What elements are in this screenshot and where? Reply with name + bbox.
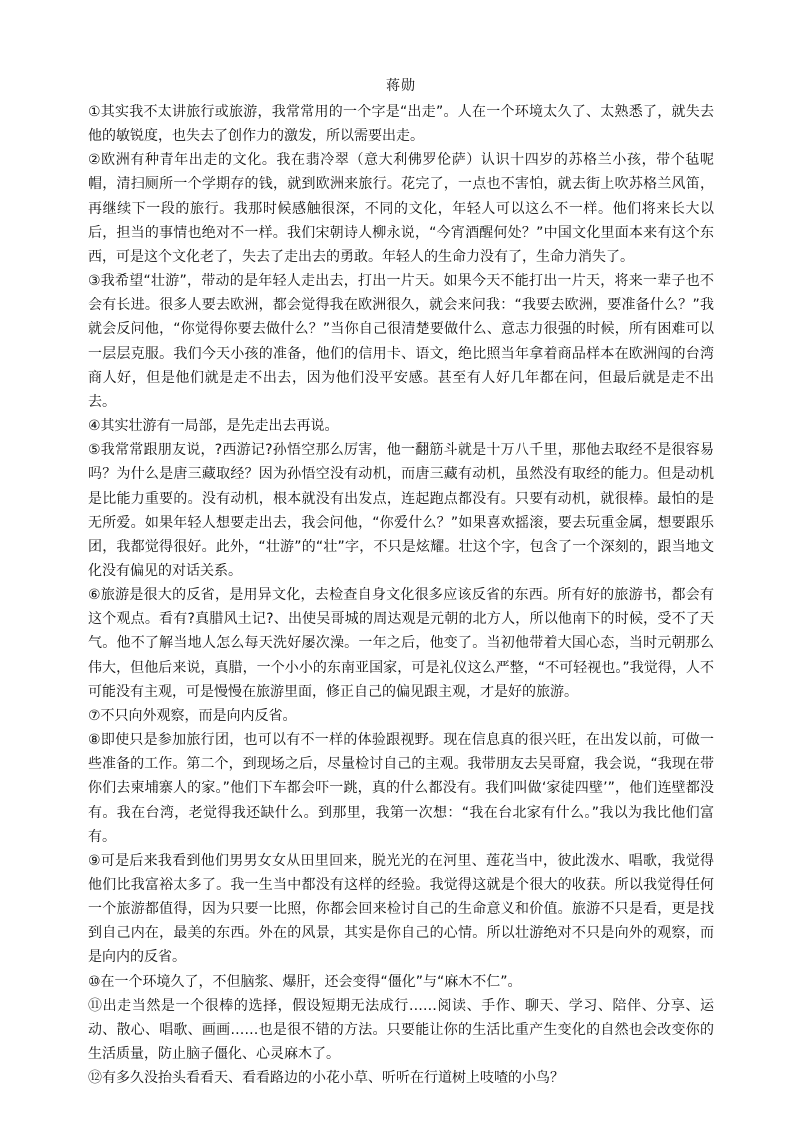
paragraph-11: ⑪出走当然是一个很棒的选择，假设短期无法成行……阅读、手作、聊天、学习、陪伴、分享、运动、散心、唱歌、画画……也是很不错的方法。只要能让你的生活比重产生变化的自然也会改变你的生活质量，防止脑子僵化、心灵麻木了。 (88, 997, 714, 1063)
paragraph-2: ②欧洲有种青年出走的文化。我在翡冷翠（意大利佛罗伦萨）认识十四岁的苏格兰小孩，带个毡呢帽，清扫厕所一个学期存的钱，就到欧洲来旅行。花完了，一点也不害怕，就去街上吹苏格兰风笛，再继续下一段的旅行。我那时候感触很深，不同的文化，年轻人可以这么不一样。他们将来长大以后，担当的事情也绝对不一样。我们宋朝诗人柳永说，“今宵酒醒何处？”中国文化里面本来有这个东西，可是这个文化老了，失去了走出去的勇敢。年轻人的生命力没有了，生命力消失了。 (88, 152, 714, 265)
paragraph-5: ⑤我常常跟朋友说，?西游记?孙悟空那么厉害，他一翻筋斗就是十万八千里，那他去取经不是很容易吗？为什么是唐三藏取经？因为孙悟空没有动机，而唐三藏有动机，虽然没有取经的能力。但是动机是比能力重要的。没有动机，根本就没有出发点，连起跑点都没有。只要有动机，就很棒。最怕的是无所爱。如果年轻人想要走出去，我会问他，“你爱什么？”如果喜欢摇滚，要去玩重金属，想要跟乐团，我都觉得很好。此外，“壮游”的“壮”字，不只是炫耀。壮这个字，包含了一个深刻的，跟当地文化没有偏见的对话关系。 (88, 442, 714, 579)
paragraph-9: ⑨可是后来我看到他们男男女女从田里回来，脱光光的在河里、莲花当中，彼此泼水、唱歌，我觉得他们比我富裕太多了。我一生当中都没有这样的经验。我觉得这就是个很大的收获。所以我觉得任何一个旅游都值得，因为只要一比照，你都会回来检讨自己的生命意义和价值。旅游不只是看，更是找到自己内在，最美的东西。外在的风景，其实是你自己的心情。所以壮游绝对不只是向外的观察，而是向内的反省。 (88, 852, 714, 966)
paragraph-7: ⑦不只向外观察，而是向内反省。 (88, 707, 297, 724)
paragraph-1: ①其实我不太讲旅行或旅游，我常常用的一个字是“出走”。人在一个环境太久了、太熟悉了，就失去他的敏锐度，也失去了创作力的激发，所以需要出走。 (88, 104, 714, 145)
paragraph-12: ⑫有多久没抬头看看天、看看路边的小花小草、听听在行道树上吱喳的小鸟？ (88, 1070, 564, 1087)
document-title: 蒋勋 (386, 78, 416, 94)
paragraph-4: ④其实壮游有一局部，是先走出去再说。 (88, 418, 339, 435)
paragraph-8: ⑧即使只是参加旅行团，也可以有不一样的体验跟视野。现在信息真的很兴旺，在出发以前，可做一些准备的工作。第二个，到现场之后，尽量检讨自己的主观。我带朋友去吴哥窟，我会说，“我现在带你们去柬埔寨人的家。”他们下车都会吓一跳，真的什么都没有。我们叫做‘家徒四壁’”，他们连壁都没有。我在台湾，老觉得我还缺什么。到那里，我第一次想：“我在台北家有什么。”我以为我比他们富有。 (88, 732, 714, 845)
document-page (88, 74, 714, 1090)
paragraph-3: ③我希望“壮游”，带动的是年轻人走出去，打出一片天。如果今天不能打出一片天，将来一辈子也不会有长进。很多人要去欧洲，都会觉得我在欧洲很久，就会来问我：“我要去欧洲，要准备什么？”我就会反问他，“你觉得你要去做什么？”当你自己很清楚要做什么、意志力很强的时候，所有困难可以一层层克服。我们今天小孩的准备，他们的信用卡、语文，绝比照当年拿着商品样本在欧洲闯的台湾商人好，但是他们就是走不出去，因为他们没平安感。甚至有人好几年都在问，但最后就是走不出去。 (88, 273, 714, 410)
paragraph-6: ⑥旅游是很大的反省，是用异文化，去检查自身文化很多应该反省的东西。所有好的旅游书，都会有这个观点。看有?真腊风土记?、出使吴哥城的周达观是元朝的北方人，所以他南下的时候，受不了天气。他不了解当地人怎么每天洗好屡次澡。一年之后，他变了。当初他带着大国心态，当时元朝那么伟大，但他后来说，真腊，一个小小的东南亚国家，可是礼仪这么严整，“不可轻视也。”我觉得，人不可能没有主观，可是慢慢在旅游里面，修正自己的偏见跟主观，才是好的旅游。 (88, 587, 714, 700)
paragraph-10: ⑩在一个环境久了，不但脑浆、爆肝，还会变得“僵化”与“麻木不仁”。 (88, 973, 522, 990)
